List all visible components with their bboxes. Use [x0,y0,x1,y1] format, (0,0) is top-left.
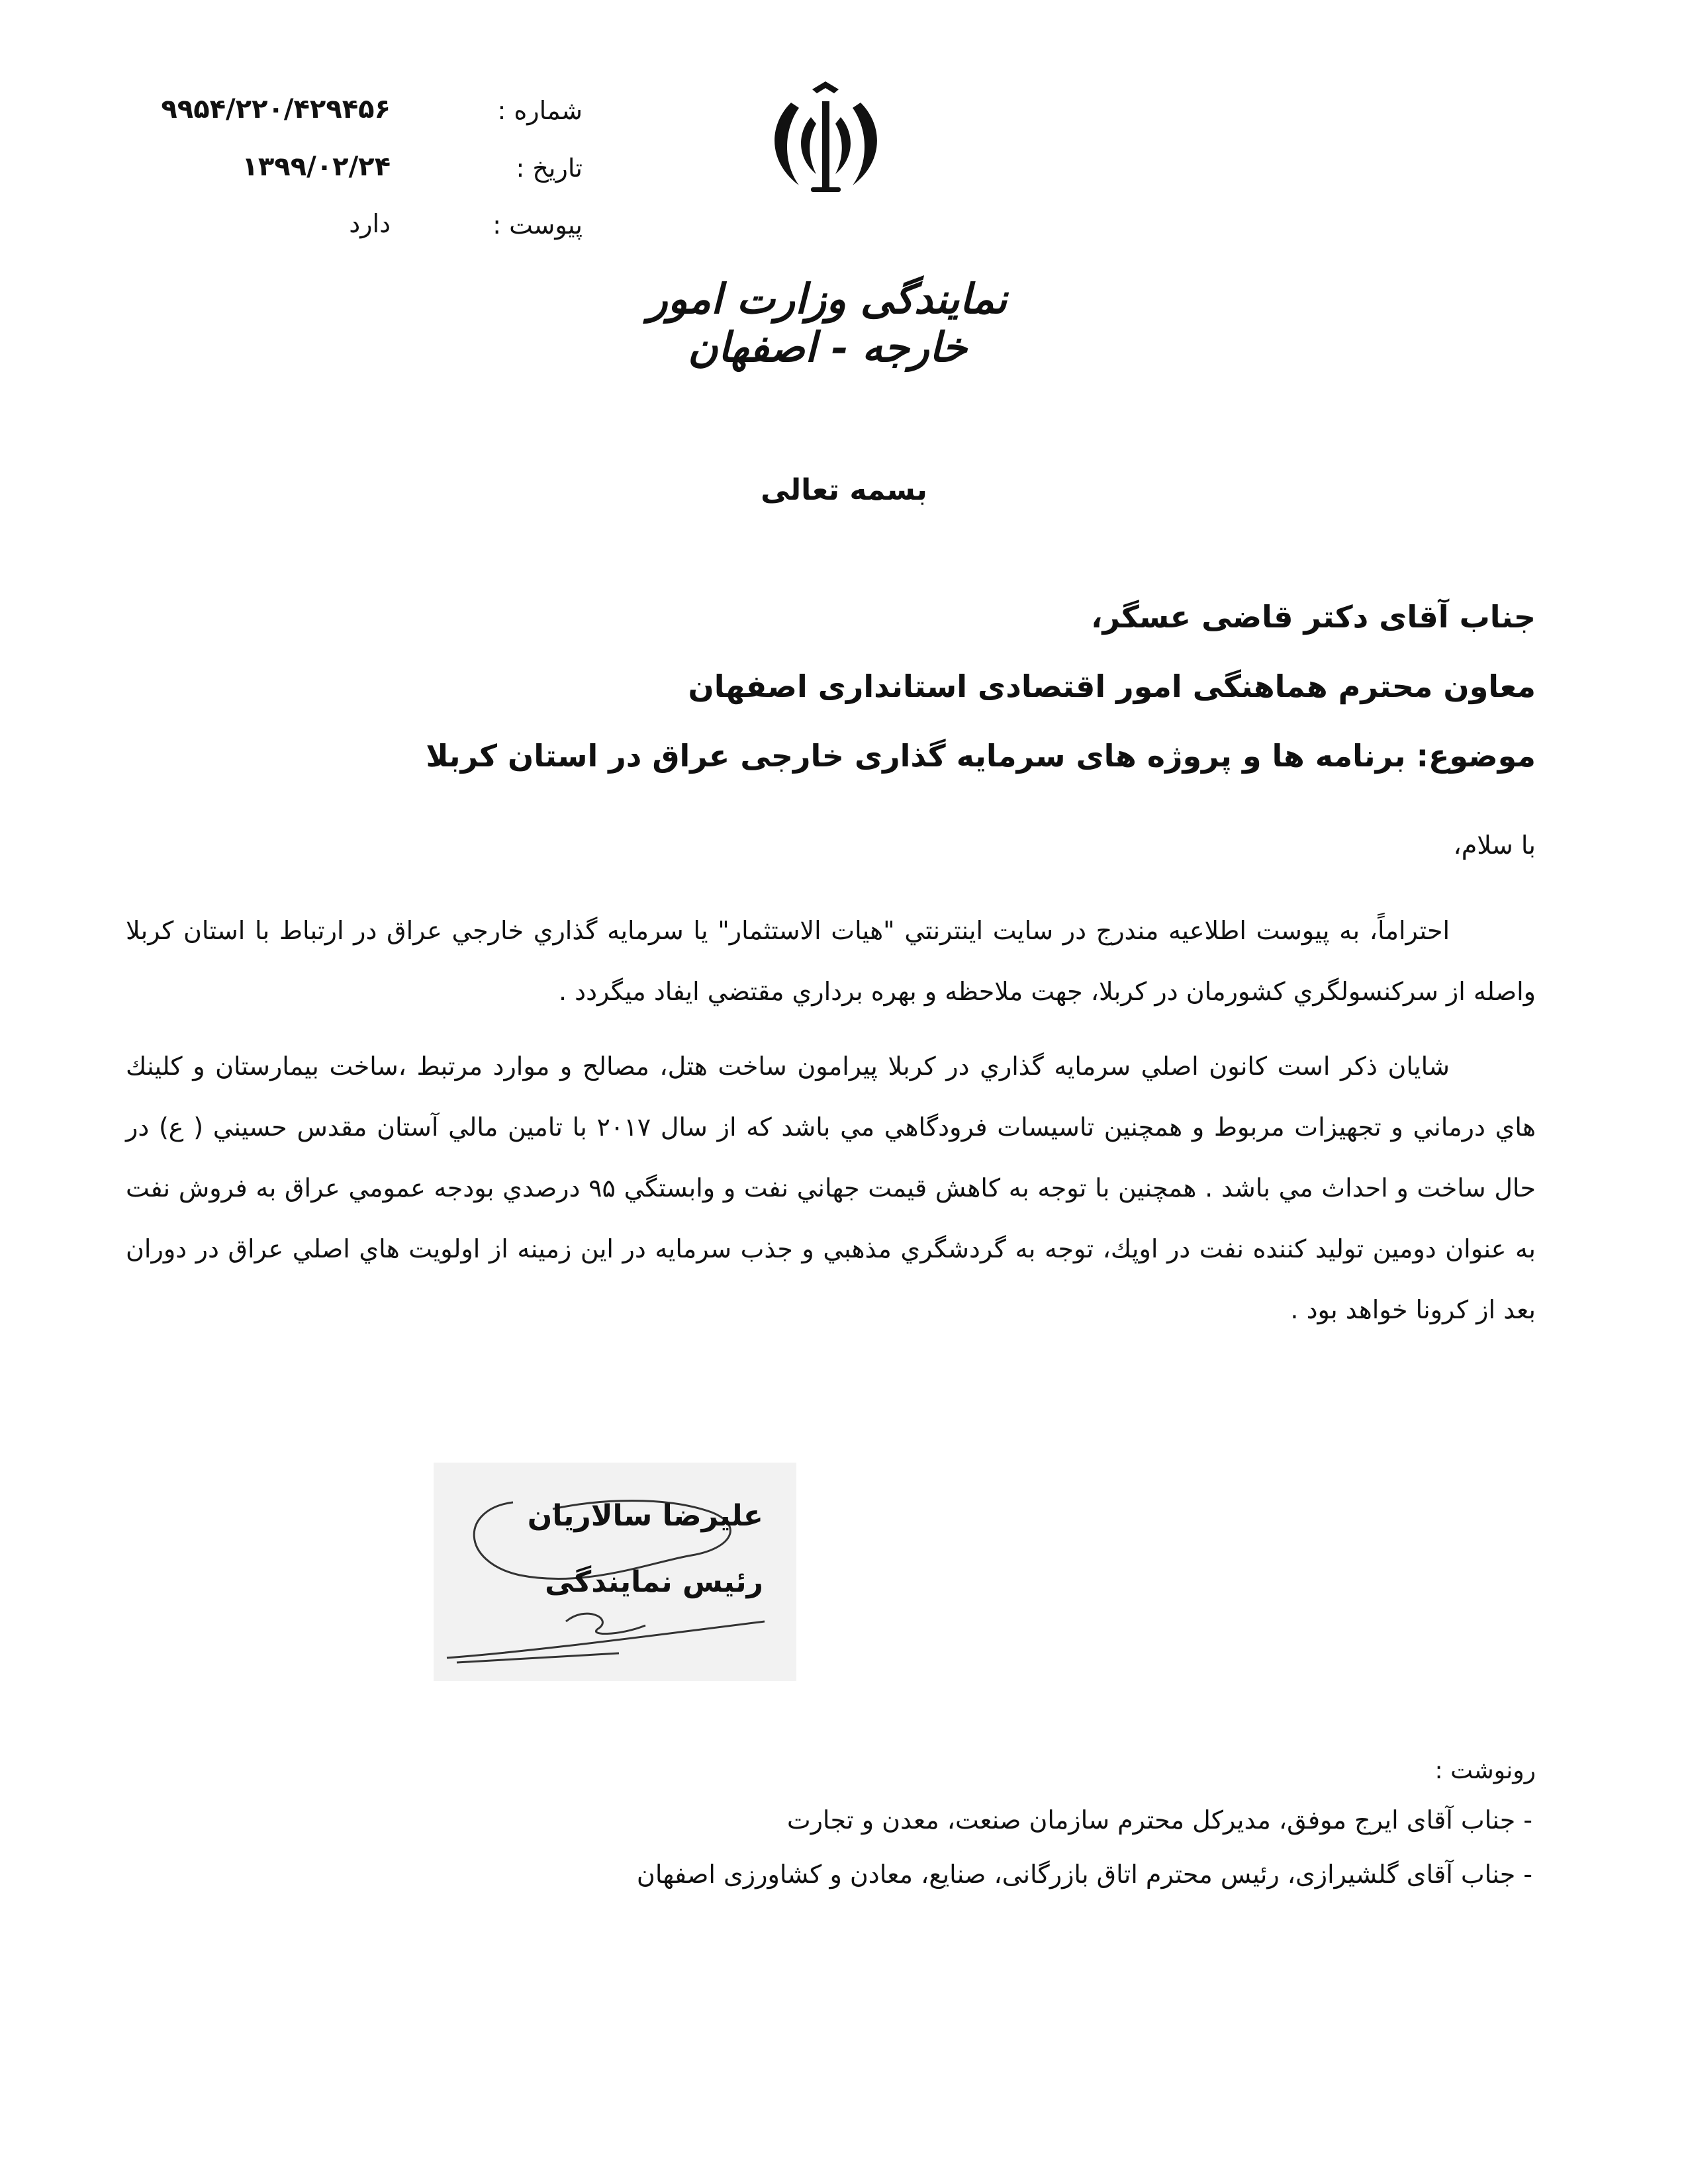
iran-emblem-icon [765,76,887,199]
number-label: شماره : [497,96,583,125]
basmala: بسمه تعالی [761,473,927,507]
signature-block [434,1463,796,1681]
body-paragraph-2: شایان ذکر است کانون اصلي سرمایه گذاري در کربلا پیرامون ساخت هتل، مصالح و موارد مرتبط ،ساخت بیمارستان و کلینك هاي درماني و تجهیزات مربوط و همچنین تاسیسات فرودگاهي مي باشد که از سال ۲۰۱۷ با تامین مالي آستان مقدس حسیني ( ع) در حال ساخت و احداث مي باشد . همچنین با توجه به کاهش قیمت جهاني نفت و وابستگي ۹۵ درصدي بودجه عمومي عراق به فروش نفت به عنوان دومین تولید کننده نفت در اوپك، توجه به گردشگري مذهبي و جذب سرمایه در این زمینه از اولویت هاي اصلي عراق در دوران بعد از کرونا خواهد بود . [126,1052,1536,1324]
attachment-label: پیوست : [492,210,583,240]
body-paragraph-1: احتراماً، به پیوست اطلاعیه مندرج در سایت اینترنتي "هیات الاستثمار" یا سرمایه گذاري خارجي عراق در ارتباط با استان کربلا واصله از سرکنسولگري کشورمان در کربلا، جهت ملاحظه و بهره برداري مقتضي ایفاد میگردد . [126,916,1536,1006]
cc-item: - جناب آقای گلشیرازی، رئیس محترم اتاق بازرگانی، صنایع، معادن و کشاورزی اصفهان [636,1860,1532,1889]
date-value: ۱۳۹۹/۰۲/۲۴ [242,152,391,182]
attachment-value: دارد [349,209,391,238]
signatory-title: رئیس نمایندگی [545,1565,763,1599]
greeting: با سلام، [1453,831,1536,860]
cc-label: رونوشت : [1434,1757,1536,1784]
number-value: ۹۹۵۴/۲۲۰/۴۲۹۴۵۶ [161,94,391,124]
date-label: تاریخ : [516,154,583,183]
cc-item: - جناب آقای ایرج موفق، مدیرکل محترم سازمان صنعت، معدن و تجارت [786,1805,1532,1835]
recipient-title: معاون محترم هماهنگی امور اقتصادی استانداری اصفهان [688,668,1536,704]
recipient-name: جناب آقای دکتر قاضی عسگر، [1090,599,1536,635]
ministry-name: نمایندگی وزارت امور خارجه - اصفهان [647,275,1008,371]
subject-line: موضوع: برنامه ها و پروژه های سرمایه گذاری خارجی عراق در استان کربلا [426,738,1536,774]
signatory-name: علیرضا سالاریان [527,1499,763,1533]
